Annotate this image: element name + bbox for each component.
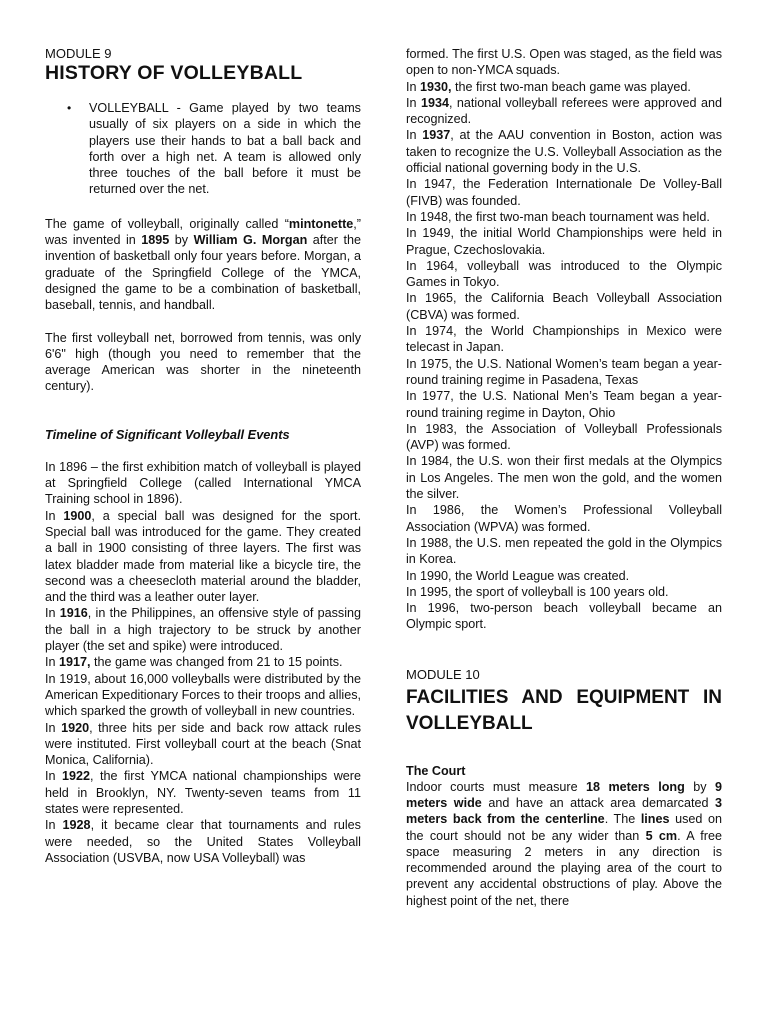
timeline-entry: In 1965, the California Beach Volleyball Association (CBVA) was formed. — [406, 291, 722, 322]
timeline-entry: In 1990, the World League was created. — [406, 568, 630, 583]
timeline-heading: Timeline of Significant Volleyball Events — [45, 426, 290, 442]
timeline-entry: In 1937, at the AAU convention in Boston, action was taken to recognize the U.S. Volleyball Association as the official national governing body in the U.S. — [406, 128, 722, 176]
timeline-entry: In 1988, the U.S. men repeated the gold in the Olympics in Korea. — [406, 535, 722, 567]
timeline-list-right — [406, 46, 722, 633]
intro-paragraph: The game of volleyball, originally called “mintonette,” was invented in 1895 by William G. Morgan after the invention of basketball only four years before. Morgan, a graduate of the Springfield College of the YMCA, designed the game to be a combination of basketball, baseball, tennis, and handball. — [45, 216, 361, 313]
net-paragraph: The first volleyball net, borrowed from tennis, was only 6'6" high (though you need to remember that the average American was shorter in the nineteenth century). — [45, 330, 361, 394]
inventor-name: William G. Morgan — [193, 233, 308, 248]
timeline-entry: In 1983, the Association of Volleyball Professionals (AVP) was formed. — [406, 421, 722, 453]
timeline-entry: In 1984, the U.S. won their first medals at the Olympics in Los Angeles. The men won the gold, and the women the silver. — [406, 454, 722, 502]
timeline-entry: In 1900, a special ball was designed for the sport. Special ball was introduced for the game. They created a ball in 1900 consisting of three layers. The first was latex bladder made from material like a bicycle tire, the second was a cheesecloth material around the bladder, and the third was a leather outer layer. — [45, 508, 361, 605]
term-mintonette: mintonette — [288, 216, 354, 231]
timeline-entry: In 1996, two-person beach volleyball became an Olympic sport. — [406, 601, 722, 632]
bullet-lead: VOLLEYBALL - — [89, 101, 190, 115]
timeline-entry: In 1977, the U.S. National Men’s Team began a year-round training regime in Dayton, Ohio — [406, 389, 722, 420]
bullet-text: Game played by two teams usually of six players on a side in which the players use their hands to bat a ball back and forth over a high net. A team is allowed only three touches of the ball before it must be returned over the net. — [89, 101, 361, 197]
timeline-list-left — [45, 459, 361, 866]
court-heading: The Court — [406, 763, 466, 778]
section-title: FACILITIES AND EQUIPMENT IN VOLLEYBALL — [406, 686, 722, 734]
bullet-icon: • — [67, 101, 72, 115]
timeline-entry: In 1964, volleyball was introduced to the Olympic Games in Tokyo. — [406, 258, 722, 290]
timeline-entry: In 1934, national volleyball referees were approved and recognized. — [406, 95, 722, 127]
court-paragraph: Indoor courts must measure 18 meters long by 9 meters wide and have an attack area demarcated 3 meters back from the centerline. The lines used on the court should not be any wider than 5 cm. A free space measuring 2 meters in any direction is recommended around the playing area of the court to prevent any accidental obstructions of play. Above the highest point of the net, there — [406, 779, 723, 908]
timeline-entry: In 1947, the Federation Internationale De Volley-Ball (FIVB) was founded. — [406, 177, 722, 208]
left-column — [45, 46, 361, 866]
timeline-entry: In 1930, the first two-man beach game was played. — [406, 79, 691, 94]
timeline-entry: In 1916, in the Philippines, an offensive style of passing the ball in a high trajectory to be struck by another player (the set and spike) were introduced. — [45, 606, 361, 654]
timeline-entry: In 1949, the initial World Championships were held in Prague, Czechoslovakia. — [406, 226, 722, 257]
timeline-entry: In 1922, the first YMCA national championships were held in Brooklyn, NY. Twenty-seven teams from 11 states were represented. — [45, 769, 361, 816]
timeline-entry: In 1919, about 16,000 volleyballs were distributed by the American Expeditionary Forces to their troops and allies, which sparked the growth of volleyball in new countries. — [45, 671, 361, 719]
right-column — [406, 46, 722, 909]
definition-bullet — [45, 100, 361, 198]
module-10-label: MODULE 10 — [406, 666, 480, 682]
invention-year: 1895 — [141, 233, 170, 248]
timeline-entry: In 1975, the U.S. National Women’s team began a year-round training regime in Pasadena, Texas — [406, 356, 722, 387]
page-title: HISTORY OF VOLLEYBALL — [45, 62, 303, 84]
timeline-entry: In 1995, the sport of volleyball is 100 years old. — [406, 584, 669, 599]
timeline-entry: In 1917, the game was changed from 21 to 15 points. — [45, 655, 343, 670]
timeline-entry: In 1920, three hits per side and back row attack rules were instituted. First volleyball court at the beach (Snat Monica, California). — [45, 720, 361, 768]
module-label: MODULE 9 — [45, 46, 112, 61]
timeline-entry: In 1974, the World Championships in Mexico were telecast in Japan. — [406, 324, 722, 355]
timeline-entry: formed. The first U.S. Open was staged, as the field was open to non-YMCA squads. — [406, 47, 722, 78]
timeline-entry: In 1948, the first two-man beach tournament was held. — [406, 209, 710, 224]
timeline-entry: In 1986, the Women’s Professional Volleyball Association (WPVA) was formed. — [406, 503, 722, 534]
timeline-entry: In 1896 – the first exhibition match of volleyball is played at Springfield College (called International YMCA Training school in 1896). — [45, 459, 361, 507]
timeline-entry: In 1928, it became clear that tournaments and rules were needed, so the United States Volleyball Association (USVBA, now USA Volleyball) was — [45, 818, 361, 865]
